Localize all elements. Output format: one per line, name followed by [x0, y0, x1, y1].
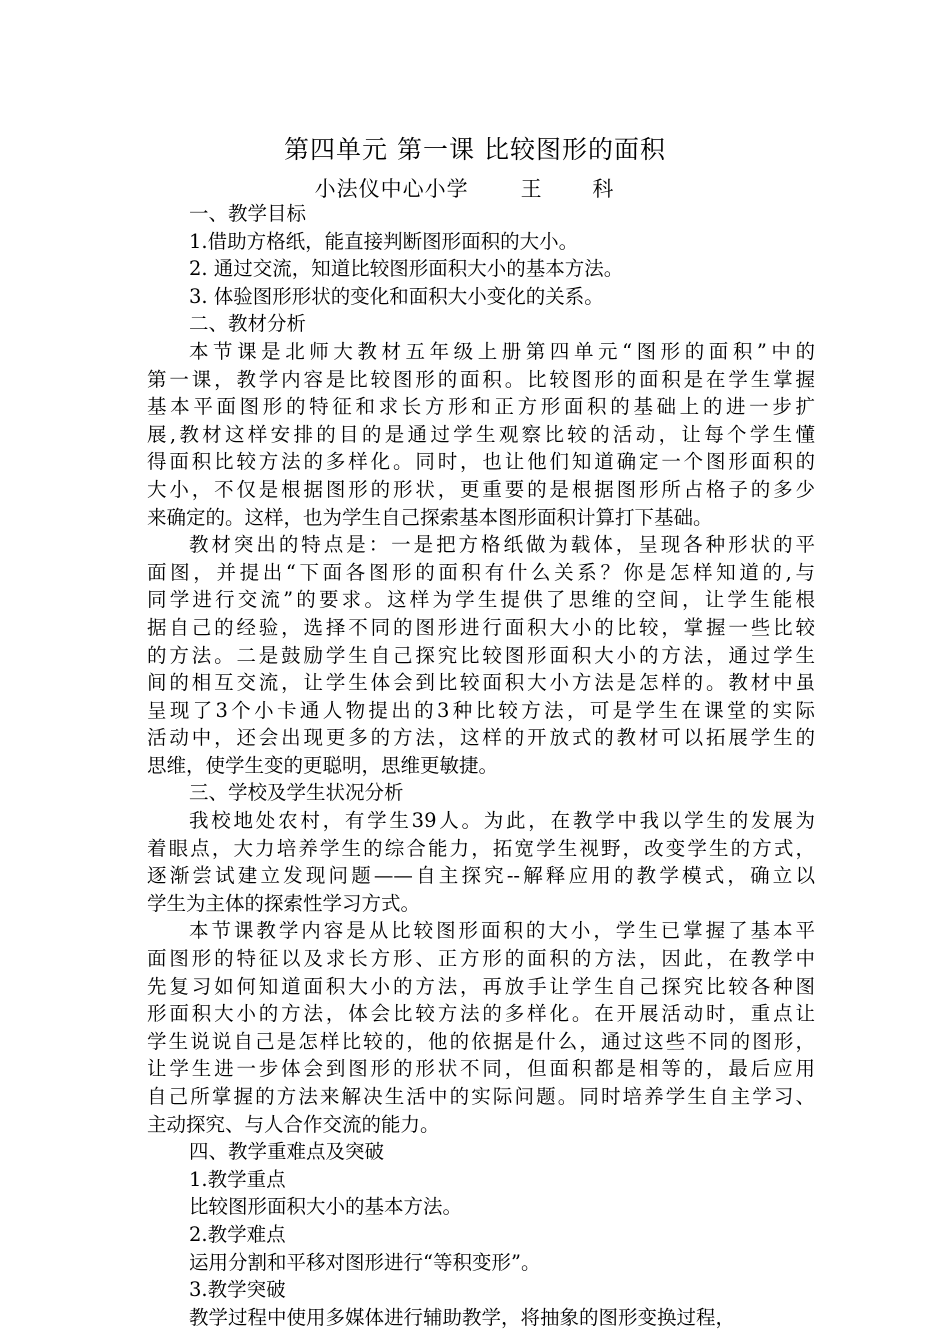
objective-item-1: 1.借助方格纸，能直接判断图形面积的大小。	[189, 229, 579, 253]
paragraph-line: 本节课教学内容是从比较图形面积的大小，学生已掌握了基本平	[189, 919, 815, 943]
paragraph-line: 自己所掌握的方法来解决生活中的实际问题。同时培养学生自主学习、	[147, 1085, 815, 1108]
paragraph-line: 活动中，还会出现更多的方法，这样的开放式的教材可以拓展学生的	[147, 726, 815, 750]
paragraph-line: 同学进行交流”的要求。这样为学生提供了思维的空间，让学生能根	[147, 588, 815, 612]
key-point-text: 比较图形面积大小的基本方法。	[189, 1195, 463, 1219]
paragraph-line: 面图，并提出“下面各图形的面积有什么关系？你是怎样知道的,与	[147, 560, 815, 584]
paragraph-line: 得面积比较方法的多样化。同时，也让他们知道确定一个图形面积的	[147, 450, 815, 474]
paragraph-line: 间的相互交流，让学生体会到比较面积大小方法是怎样的。教材中虽	[147, 671, 815, 695]
paragraph-line: 我校地处农村，有学生39人。为此，在教学中我以学生的发展为	[189, 809, 815, 833]
section-heading-objectives: 一、教学目标	[189, 202, 307, 225]
subheading-key-point: 1.教学重点	[189, 1167, 286, 1191]
paragraph-line: 来确定的。这样，也为学生自己探索基本图形面积计算打下基础。	[147, 505, 713, 529]
objective-item-2: 2. 通过交流，知道比较图形面积大小的基本方法。	[189, 257, 624, 281]
document-body	[147, 200, 815, 1331]
subheading-breakthrough: 3.教学突破	[189, 1278, 286, 1302]
paragraph-line: 主动探究、与人合作交流的能力。	[147, 1112, 440, 1136]
paragraph-line: 让学生进一步体会到图形的形状不同，但面积都是相等的，最后应用	[147, 1057, 815, 1081]
section-heading-key-points: 四、教学重难点及突破	[189, 1140, 385, 1164]
paragraph-line: 形面积大小的方法，体会比较方法的多样化。在开展活动时，重点让	[147, 1002, 815, 1026]
paragraph-line: 本节课是北师大教材五年级上册第四单元“图形的面积”中的	[189, 339, 815, 363]
paragraph-line: 思维，使学生变的更聪明，思维更敏捷。	[147, 753, 499, 777]
subheading-difficulty: 2.教学难点	[189, 1222, 286, 1246]
paragraph-line: 基本平面图形的特征和求长方形和正方形面积的基础上的进一步扩	[147, 395, 815, 419]
paragraph-line: 学生说说自己是怎样比较的，他的依据是什么，通过这些不同的图形，	[147, 1029, 815, 1053]
paragraph-line: 先复习如何知道面积大小的方法，再放手让学生自己探究比较各种图	[147, 974, 815, 998]
paragraph-line: 据自己的经验，选择不同的图形进行面积大小的比较，掌握一些比较	[147, 615, 815, 639]
paragraph-line: 呈现了3个小卡通人物提出的3种比较方法，可是学生在课堂的实际	[147, 698, 815, 722]
paragraph-line: 面图形的特征以及求长方形、正方形的面积的方法，因此，在教学中	[147, 947, 815, 971]
breakthrough-text: 教学过程中使用多媒体进行辅助教学，将抽象的图形变换过程，	[189, 1305, 736, 1329]
section-heading-material: 二、教材分析	[189, 312, 307, 336]
paragraph-line: 的方法。二是鼓励学生自己探究比较图形面积大小的方法，通过学生	[147, 643, 815, 667]
paragraph-line: 第一课，教学内容是比较图形的面积。比较图形的面积是在学生掌握	[147, 367, 815, 391]
author-name: 王 科	[520, 177, 636, 201]
paragraph-line: 着眼点，大力培养学生的综合能力，拓宽学生视野，改变学生的方式，	[147, 836, 815, 860]
school-name: 小法仪中心小学	[314, 177, 469, 201]
objective-item-3: 3. 体验图形形状的变化和面积大小变化的关系。	[189, 284, 604, 308]
paragraph-line: 教材突出的特点是：一是把方格纸做为载体，呈现各种形状的平	[189, 533, 815, 557]
document-title: 第四单元 第一课 比较图形的面积	[284, 135, 666, 164]
paragraph-line: 逐渐尝试建立发现问题——自主探究--解释应用的教学模式，确立以	[147, 864, 815, 888]
difficulty-text: 运用分割和平移对图形进行“等积变形”。	[189, 1250, 541, 1274]
section-heading-school: 三、学校及学生状况分析	[189, 781, 404, 805]
paragraph-line: 展,教材这样安排的目的是通过学生观察比较的活动，让每个学生懂	[147, 422, 815, 446]
paragraph-line: 学生为主体的探索性学习方式。	[147, 891, 421, 915]
paragraph-line: 大小，不仅是根据图形的形状，更重要的是根据图形所占格子的多少	[147, 477, 815, 501]
